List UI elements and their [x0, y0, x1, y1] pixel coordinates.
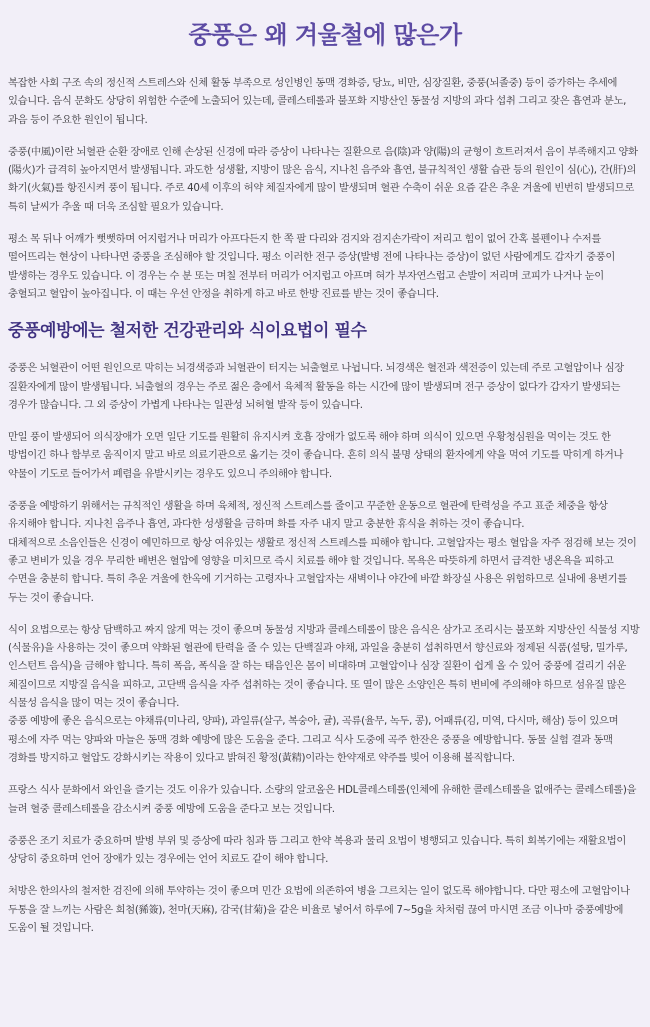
paragraph: 중풍(中風)이란 뇌혈관 순환 장애로 인해 손상된 신경에 따라 증상이 나타나는 질환으로 음(陰)과 양(陽)의 균형이 흐트러져서 음이 부족해지고 양화(陽火)가 급격히 높아지면서 발생됩니다. 과도한 성생활, 지방이 많은 음식, 지나친 음주와 흡연, 불규칙적인 생활 습관 등의 원인이 심(心), 간(肝)의 화기(火氣)를 항진시켜 풍이 됩니다. 주로 40세 이후의 허약 체질자에게 많이 발생되며 혈관 수축이 쉬운 요즘 같은 추운 겨울에 빈번히 발생되므로 특히 날씨가 추울 때 더욱 조심할 필요가 있습니다.: [8, 145, 638, 213]
paragraph: 평소 목 뒤나 어깨가 뻣뻣하며 어지럽거나 머리가 아프다든지 한 쪽 팔 다리와 검지와 검지손가락이 저리고 힘이 없어 간혹 볼펜이나 수저를 떨어뜨리는 현상이 나타나면 중풍을 조심해야 할 것입니다. 평소 이러한 전구 증상(발병 전에 나타나는 증상)이 없던 사람에게도 갑자기 중풍이 발생하는 경우도 있습니다. 이 경우는 수 분 또는 며칠 전부터 머리가 어지럽고 아프며 혀가 부자연스럽고 손발이 저리며 코피가 나거나 눈이 충혈되고 혈압이 높아집니다. 이 때는 우선 안정을 취하게 하고 바로 한방 진료를 받는 것이 좋습니다.: [8, 233, 615, 300]
paragraph: 만일 풍이 발생되어 의식장애가 오면 일단 기도를 원활히 유지시켜 호흡 장애가 없도록 해야 하며 의식이 있으면 우황청심원을 먹이는 것도 한 방법이긴 하나 함부로 움직이지 말고 바로 의료기관으로 옮기는 것이 좋습니다. 흔히 의식 불명 상태의 환자에게 약을 먹여 기도를 막히게 하거나 약물이 기도로 들어가서 폐렴을 유발시키는 경우도 있으니 주의해야 합니다.: [8, 431, 624, 480]
article-title: 중풍은 왜 겨울철에 많은가: [188, 21, 462, 49]
section-heading: 중풍예방에는 철저한 건강관리와 식이요법이 필수: [8, 321, 367, 342]
paragraph: 중풍을 예방하기 위해서는 규칙적인 생활을 하며 육체적, 정신적 스트레스를 줄이고 꾸준한 운동으로 혈관에 탄력성을 주고 표준 체중을 항상 유지해야 합니다. 지나친 음주나 흡연, 과다한 성생활을 금하며 화를 자주 내지 말고 충분한 휴식을 취하는 것이 좋습니다.: [8, 500, 608, 531]
paragraph: 복잡한 사회 구조 속의 정신적 스트레스와 신체 활동 부족으로 성인병인 동맥 경화증, 당뇨, 비만, 심장질환, 중풍(뇌졸중) 등이 증가하는 추세에 있습니다. 음식 문화도 상당히 위험한 수준에 노출되어 있는데, 콜레스테롤과 불포화 지방산인 동물성 지방의 과다 섭취 그리고 잦은 흡연과 분노, 과음 등이 주요한 원인이 됩니다.: [8, 77, 626, 126]
paragraph: 프랑스 식사 문화에서 와인을 즐기는 것도 이유가 있습니다. 소량의 알코올은 HDL콜레스테롤(인체에 유해한 콜레스테롤을 없애주는 콜레스테롤)을 늘려 혈중 콜레스테롤을 감소시켜 중풍 예방에 도움을 준다고 보는 것입니다.: [8, 784, 637, 815]
paragraph: 처방은 한의사의 철저한 검진에 의해 투약하는 것이 좋으며 민간 요법에 의존하여 병을 그르치는 일이 없도록 해야합니다. 다만 평소에 고혈압이나 두통을 잘 느끼는 사람은 희첨(豨簽), 천마(天麻), 감국(甘菊)을 같은 비율로 넣어서 하루에 7~5g을 차처럼 끊여 마시면 조금 이나마 중풍예방에 도움이 될 것입니다.: [8, 885, 630, 934]
paragraph: 중풍은 조기 치료가 중요하며 발병 부위 및 증상에 따라 침과 뜸 그리고 한약 복용과 물리 요법이 병행되고 있습니다. 특히 회복기에는 재활요법이 상당히 중요하며 언어 장애가 있는 경우에는 언어 치료도 같이 해야 합니다.: [8, 834, 626, 866]
paragraph: 중풍은 뇌혈관이 어떤 원인으로 막히는 뇌경색증과 뇌혈관이 터지는 뇌출혈로 나뉩니다. 뇌경색은 혈전과 색전증이 있는데 주로 고혈압이나 심장 질환자에게 많이 발생됩니다. 뇌출혈의 경우는 주로 젊은 층에서 육체적 활동을 하는 시간에 많이 발생되며 전구 증상이 없다가 갑자기 발생되는 경우가 많습니다. 그 외 증상이 가볍게 나타나는 일관성 뇌허혈 발작 등이 있습니다.: [8, 362, 624, 411]
section-intro: [0, 74, 650, 303]
paragraph: 중풍 예방에 좋은 음식으로는 야채류(미나리, 양파), 과일류(살구, 복숭아, 귤), 곡류(율무, 녹두, 콩), 어패류(김, 미역, 다시마, 해삼) 등이 있으며 평소에 자주 먹는 양파와 마늘은 동맥 경화 예방에 많은 도움을 준다. 그리고 식사 도중에 곡주 한잔은 중풍을 예방합니다. 동물 실험 결과 동맥 경화를 방지하고 혈압도 강화시키는 작용이 있다고 밝혀진 황정(黃精)이라는 한약재로 약주를 빚어 이용해 볼직합니다.: [8, 715, 619, 764]
paragraph: 대체적으로 소음인들은 신경이 예민하므로 항상 여유있는 생활로 정신적 스트레스를 피해야 합니다. 고혈압자는 평소 혈압을 자주 점검해 보는 것이 좋고 변비가 있을 경우 무리한 배변은 혈압에 영향을 미치므로 즉시 치료를 해야 할 것입니다. 목욕은 따뜻하게 하면서 급격한 냉온욕을 피하고 수면을 충분히 합니다. 특히 추운 겨울에 한옥에 기거하는 고령자나 고혈압자는 새벽이나 야간에 바깥 화장실 사용은 위험하므로 실내에 용변기를 두는 것이 좋습니다.: [8, 536, 637, 604]
paragraph: 식이 요법으로는 항상 담백하고 짜지 않게 먹는 것이 좋으며 동물성 지방과 콜레스테롤이 많은 음식은 삼가고 조리시는 불포화 지방산인 식물성 지방(식물유)을 사용하는 것이 좋으며 약화된 혈관에 탄력을 줄 수 있는 단백질과 야채, 과일을 충분히 섭취하면서 향신료와 정제된 식품(설탕, 밀가루, 인스턴트 음식)을 금해야 합니다. 특히 폭음, 폭식을 잘 하는 태음인은 몸이 비대하며 고혈압이나 심장 질환이 쉽게 올 수 있어 중풍에 걸리기 쉬운 체질이므로 지방질 음식을 피하고, 고단백 음식을 자주 섭취하는 것이 좋습니다. 또 열이 많은 소양인은 특히 변비에 주의해야 하므로 섬유질 많은 식물성 음식을 많이 먹는 것이 좋습니다.: [8, 623, 640, 710]
section-prevention: [0, 317, 650, 937]
